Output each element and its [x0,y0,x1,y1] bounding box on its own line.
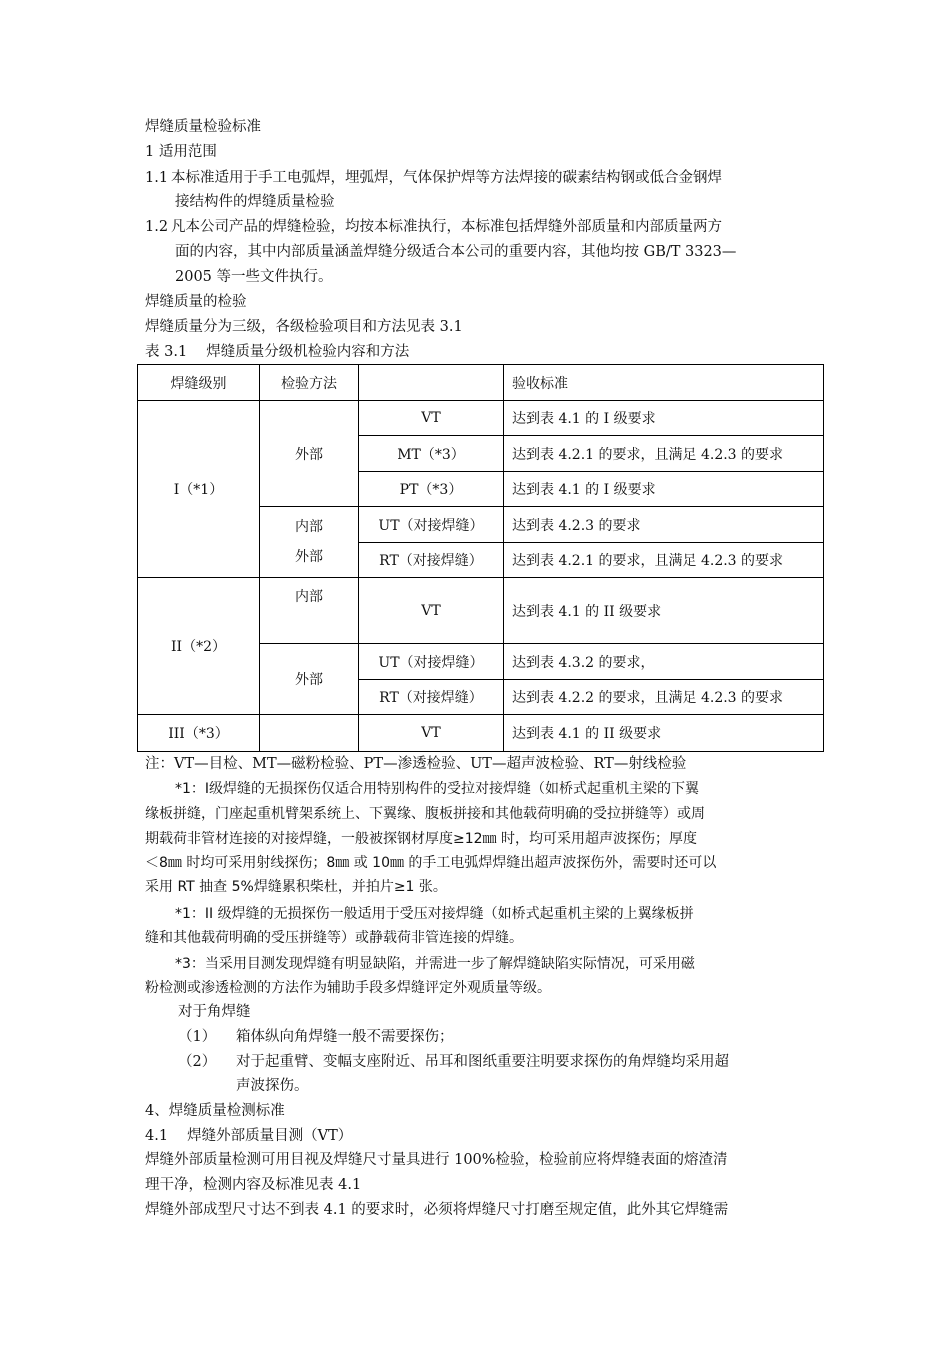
grade-cell: I（*1） [138,401,260,578]
grade-cell: III（*3） [138,715,260,752]
clause-text: 本标准适用于手工电弧焊，埋弧焊，气体保护焊等方法焊接的碳素结构钢或低合金钢焊 [171,170,722,186]
standard-cell: 达到表 4.2.1 的要求，且满足 4.2.3 的要求 [504,436,824,472]
clause-1-2 [145,215,722,239]
clause-text-cont: 2005 等一些文件执行。 [175,269,333,285]
weld-grade-table [137,364,824,752]
method-cell: VT [359,715,504,752]
standard-cell: 达到表 4.1 的 II 级要求 [504,715,824,752]
clause-number: 1.2 [145,219,169,235]
method-cell: UT（对接焊缝） [359,644,504,680]
standard-cell: 达到表 4.2.3 的要求 [504,507,824,543]
standard-cell: 达到表 4.1 的 II 级要求 [504,578,824,644]
table-row [138,715,824,752]
table-row [138,401,824,436]
method-group-cell [260,507,359,578]
standard-cell: 达到表 4.1 的 I 级要求 [504,401,824,436]
standard-cell: 达到表 4.2.2 的要求，且满足 4.2.3 的要求 [504,680,824,715]
external-label: 外部 [295,549,323,565]
internal-label: 内部 [295,519,323,535]
section-heading: 焊缝质量的检验 [145,294,247,310]
section-heading: 4、焊缝质量检测标准 [145,1103,285,1119]
paragraph: 焊缝质量分为三级，各级检验项目和方法见表 3.1 [145,319,463,335]
method-group-cell: 外部 [260,401,359,507]
method-group-cell: 外部 [260,644,359,715]
method-cell: MT（*3） [359,436,504,472]
table-caption: 表 3.1 焊缝质量分级机检验内容和方法 [145,344,410,360]
list-text: 对于起重臂、变幅支座附近、吊耳和图纸重要注明要求探伤的角焊缝均采用超 [236,1054,729,1070]
table-header-cell: 焊缝级别 [138,365,260,401]
method-cell: UT（对接焊缝） [359,507,504,543]
note-text: 缝和其他载荷明确的受压拼缝等）或静载荷非管连接的焊缝。 [145,930,523,946]
note-text: 期载荷非管材连接的对接焊缝，一般被探钢材厚度≥12㎜ 时，均可采用超声波探伤；厚度 [145,831,697,847]
standard-cell: 达到表 4.2.1 的要求，且满足 4.2.3 的要求 [504,543,824,578]
table-header-cell: 检验方法 [260,365,359,401]
list-number: （1） [178,1029,217,1045]
note-text: 缘板拼缝，门座起重机臂架系统上、下翼缘、腹板拼接和其他载荷明确的受拉拼缝等）或周 [145,806,705,822]
section-heading: 4.1 焊缝外部质量目测（VT） [145,1128,353,1144]
document-title: 焊缝质量检验标准 [145,119,261,135]
method-cell: VT [359,401,504,436]
paragraph: 理干净，检测内容及标准见表 4.1 [145,1177,362,1193]
table-row [138,578,824,644]
note-text: 采用 RT 抽查 5%焊缝累积柴杜，并拍片≥1 张。 [145,879,447,895]
clause-1-1 [145,166,722,190]
clause-text-cont: 面的内容，其中内部质量涵盖焊缝分级适合本公司的重要内容，其他均按 GB/T 3323— [175,244,737,260]
paragraph: 焊缝外部质量检测可用目视及焊缝尺寸量具进行 100%检验，检验前应将焊缝表面的熔渣清 [145,1152,728,1168]
paragraph: 焊缝外部成型尺寸达不到表 4.1 的要求时，必须将焊缝尺寸打磨至规定值，此外其它焊缝需 [145,1202,729,1218]
note-text: *1：Ⅰ级焊缝的无损探伤仅适合用特别构件的受拉对接焊缝（如桥式起重机主梁的下翼 [175,781,700,797]
list-text: 箱体纵向角焊缝一般不需要探伤； [236,1029,454,1045]
method-cell: RT（对接焊缝） [359,680,504,715]
empty-cell [260,715,359,752]
method-cell: RT（对接焊缝） [359,543,504,578]
note-text: *3：当采用目测发现焊缝有明显缺陷，并需进一步了解焊缝缺陷实际情况，可采用磁 [175,956,695,972]
method-group-cell: 内部 [260,578,359,644]
method-cell: VT [359,578,504,644]
grade-cell: II（*2） [138,578,260,715]
list-item [178,1050,729,1074]
list-item [178,1025,454,1049]
table-header-cell [359,365,504,401]
note-text: *1：ⅠⅠ 级焊缝的无损探伤一般适用于受压对接焊缝（如桥式起重机主梁的上翼缘板拼 [175,906,694,922]
section-heading: 1 适用范围 [145,144,217,160]
subheading: 对于角焊缝 [178,1004,251,1020]
clause-text: 凡本公司产品的焊缝检验，均按本标准执行，本标准包括焊缝外部质量和内部质量两方 [171,219,722,235]
note-text: 粉检测或渗透检测的方法作为辅助手段多焊缝评定外观质量等级。 [145,980,551,996]
standard-cell: 达到表 4.1 的 I 级要求 [504,472,824,507]
list-text-cont: 声波探伤。 [236,1078,309,1094]
list-number: （2） [178,1054,217,1070]
clause-number: 1.1 [145,170,169,186]
standard-cell: 达到表 4.3.2 的要求， [504,644,824,680]
note-text: ＜8㎜ 时均可采用射线探伤；8㎜ 或 10㎜ 的手工电弧焊焊缝出超声波探伤外，需要时还可以 [145,855,717,871]
method-cell: PT（*3） [359,472,504,507]
table-header-cell: 验收标准 [504,365,824,401]
table-note: 注：VT—目检、MT—磁粉检验、PT—渗透检验、UT—超声波检验、RT—射线检验 [145,756,687,772]
table-header-row [138,365,824,401]
clause-text-cont: 接结构件的焊缝质量检验 [175,194,335,210]
